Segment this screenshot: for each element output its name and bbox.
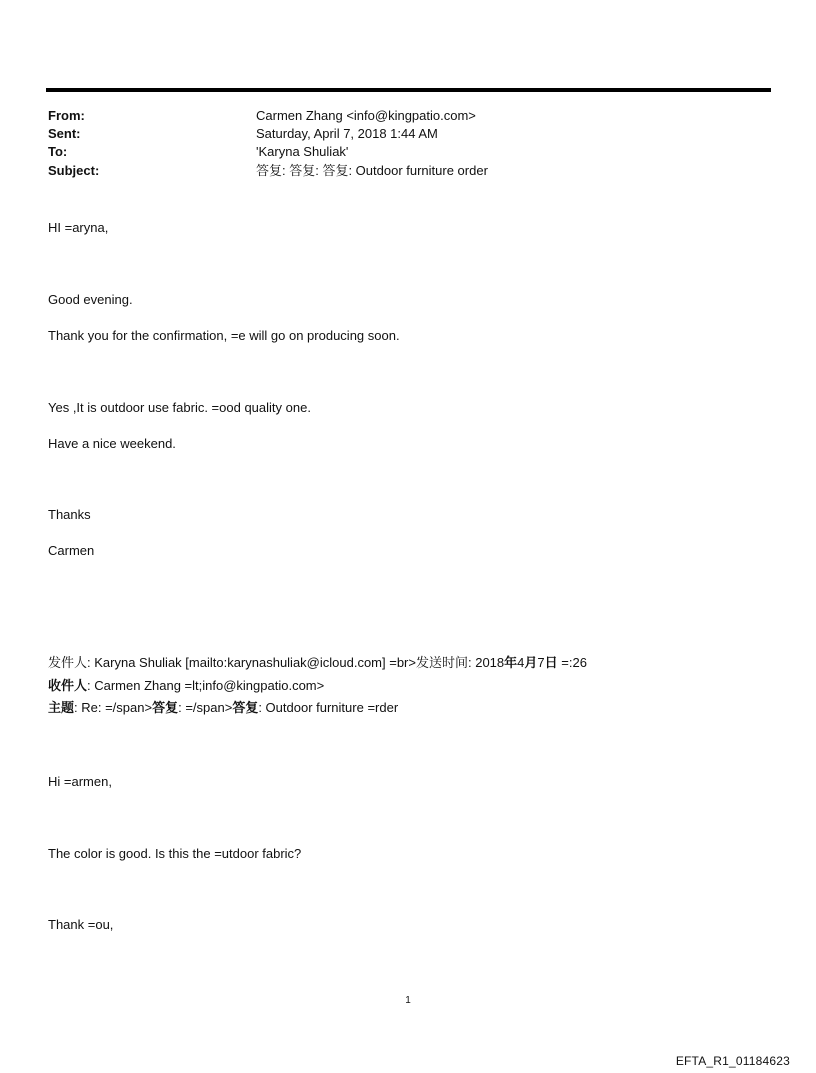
body-line-4: Have a nice weekend.: [48, 436, 176, 451]
quoted-from-row: [48, 654, 587, 672]
quoted-greeting: Hi =armen,: [48, 774, 112, 789]
quoted-from-value: : Karyna Shuliak [mailto:karynashuliak@icloud.com] =br>: [87, 655, 416, 670]
subject-value: 答复: 答复: 答复: Outdoor furniture order: [256, 163, 488, 178]
quoted-subject-value-2: : =/span>: [178, 700, 233, 715]
quoted-year-char: 年: [504, 655, 518, 670]
to-value: 'Karyna Shuliak': [256, 144, 349, 159]
body-line-3: Yes ,It is outdoor use fabric. =ood quality one.: [48, 400, 311, 415]
body-line-1: Good evening.: [48, 292, 133, 307]
quoted-subject-reply-1: 答复: [152, 700, 179, 715]
from-value: Carmen Zhang <info@kingpatio.com>: [256, 108, 476, 123]
signature: Carmen: [48, 543, 95, 558]
quoted-closing: Thank =ou,: [48, 917, 114, 932]
quoted-line-1: The color is good. Is this the =utdoor fabric?: [48, 846, 302, 861]
quoted-to-label: 收件人: [48, 678, 88, 693]
sent-value: Saturday, April 7, 2018 1:44 AM: [256, 126, 438, 141]
sent-label: Sent:: [48, 126, 81, 141]
quoted-to-value: : Carmen Zhang =lt;info@kingpatio.com>: [87, 678, 325, 693]
thanks: Thanks: [48, 507, 91, 522]
greeting: HI =aryna,: [48, 220, 109, 235]
quoted-subject-value-1: : Re: =/span>: [74, 700, 153, 715]
to-label: To:: [48, 144, 68, 159]
quoted-subject-row: [48, 699, 398, 717]
quoted-subject-reply-2: 答复: [232, 700, 259, 715]
quoted-day-char: 日: [544, 655, 558, 670]
quoted-month-char: 月: [524, 655, 538, 670]
quoted-sent-prefix: : 2018: [468, 655, 505, 670]
header-rule: [46, 88, 771, 92]
body-line-2: Thank you for the confirmation, =e will go on producing soon.: [48, 328, 400, 343]
quoted-month: 4: [517, 655, 525, 670]
page-number: 1: [405, 995, 411, 1006]
quoted-subject-value-3: : Outdoor furniture =rder: [258, 700, 399, 715]
quoted-sent-label: 发送时间: [415, 655, 468, 670]
quoted-day: 7: [537, 655, 545, 670]
from-label: From:: [48, 108, 85, 123]
quoted-from-label: 发件人: [48, 655, 88, 670]
subject-label: Subject:: [48, 163, 100, 178]
quoted-time: =:26: [557, 655, 587, 670]
quoted-to-row: [48, 677, 324, 695]
quoted-subject-label: 主题: [48, 700, 75, 715]
footer-id: EFTA_R1_01184623: [675, 1054, 790, 1068]
